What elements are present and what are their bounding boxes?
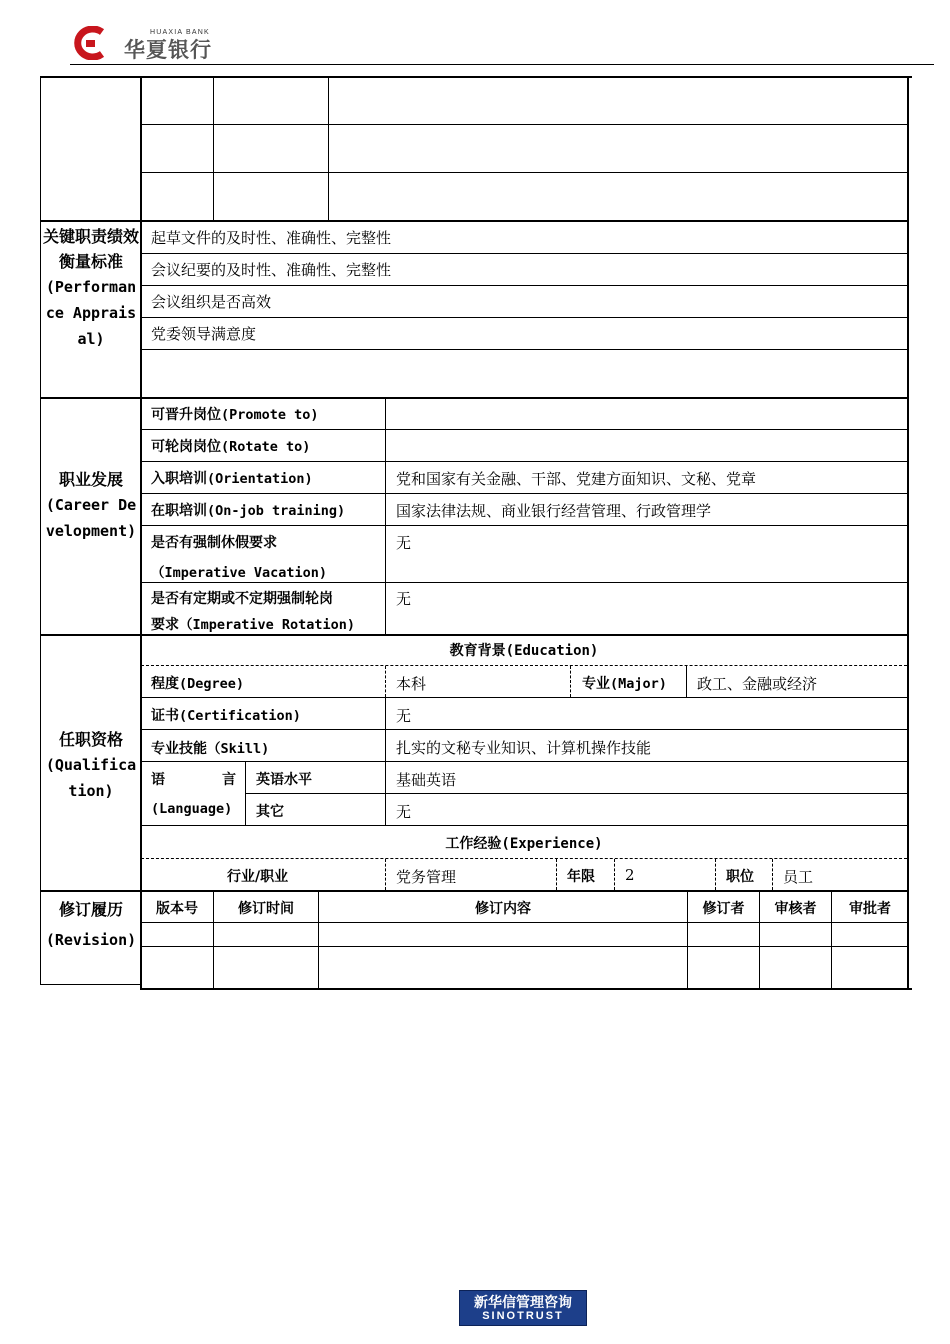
position-value: 员工 — [783, 868, 814, 886]
degree-label: 程度(Degree) — [151, 676, 245, 692]
section-line-qualification — [40, 634, 908, 636]
imperative-rotation-value: 无 — [396, 590, 412, 608]
section-line-kpi — [40, 220, 908, 222]
top-row-line-1 — [141, 124, 907, 125]
career-row-line-3 — [141, 493, 907, 494]
kpi-row-line-2 — [141, 285, 907, 286]
other-language-label: 其它 — [256, 804, 284, 820]
on-job-training-value: 国家法律法规、商业银行经营管理、行政管理学 — [396, 502, 712, 520]
degree-col-divider — [385, 666, 386, 697]
header-divider — [70, 64, 934, 65]
bank-name-en: HUAXIA BANK — [150, 29, 210, 36]
table-right-border — [907, 77, 909, 990]
top-row-line-2 — [141, 172, 907, 173]
language-label-en: (Language) — [151, 801, 233, 817]
revision-col-content: 修订内容 — [475, 901, 531, 917]
kpi-item-1: 起草文件的及时性、准确性、完整性 — [151, 229, 392, 247]
kpi-row-line-3 — [141, 317, 907, 318]
table-bottom-border — [140, 988, 912, 990]
huaxia-bank-logo-icon — [72, 26, 110, 60]
revision-col-approver: 审批者 — [849, 901, 891, 917]
skill-label: 专业技能（Skill) — [151, 741, 270, 757]
years-col-divider-1 — [556, 859, 557, 890]
rotate-to-label: 可轮岗岗位(Rotate to) — [151, 439, 311, 455]
major-col-divider-2 — [686, 666, 687, 697]
section-line-revision — [40, 890, 908, 892]
position-col-divider-2 — [772, 859, 773, 890]
table-top-border — [40, 76, 912, 78]
qual-row-line-5 — [141, 825, 907, 826]
years-label: 年限 — [567, 869, 595, 885]
revision-col-reviewer: 审核者 — [774, 901, 817, 917]
kpi-item-2: 会议纪要的及时性、准确性、完整性 — [151, 261, 392, 279]
kpi-section-title: 关键职责绩效衡量标准 (Performance Appraisal) — [42, 227, 139, 348]
experience-header: 工作经验(Experience) — [445, 836, 603, 852]
revision-section-title: 修订履历 (Revision) — [45, 900, 137, 949]
certification-label: 证书(Certification) — [151, 708, 301, 724]
qual-row-line-3 — [141, 761, 907, 762]
revision-col-date: 修订时间 — [238, 901, 294, 917]
imperative-rotation-label-2: 要求（Imperative Rotation) — [151, 617, 356, 633]
revision-row-line-1 — [141, 922, 907, 923]
other-language-value: 无 — [396, 803, 412, 821]
top-col-divider-1 — [213, 77, 214, 220]
major-value: 政工、金融或经济 — [697, 675, 818, 693]
years-value: 2 — [625, 866, 635, 884]
promote-to-label: 可晋升岗位(Promote to) — [151, 407, 319, 423]
orientation-value: 党和国家有关金融、干部、党建方面知识、文秘、党章 — [396, 470, 757, 488]
career-row-line-2 — [141, 461, 907, 462]
career-row-line-1 — [141, 429, 907, 430]
qual-row-line-2 — [141, 729, 907, 730]
orientation-label: 入职培训(Orientation) — [151, 471, 313, 487]
kpi-row-line-1 — [141, 253, 907, 254]
table-left-border — [40, 77, 41, 985]
table-bottom-left — [40, 984, 140, 985]
sinotrust-logo-cn: 新华信管理咨询 — [474, 1295, 572, 1311]
qual-row-line-4 — [246, 793, 907, 794]
revision-col-version: 版本号 — [156, 901, 198, 917]
revision-row-line-2 — [141, 946, 907, 947]
career-row-line-4 — [141, 525, 907, 526]
imperative-vacation-label-en: （Imperative Vacation) — [151, 565, 328, 581]
kpi-row-line-4 — [141, 349, 907, 350]
certification-value: 无 — [396, 707, 412, 725]
english-level-label: 英语水平 — [256, 772, 312, 788]
career-col-divider — [385, 399, 386, 635]
imperative-vacation-label: 是否有强制休假要求 — [151, 535, 277, 551]
position-col-divider-1 — [715, 859, 716, 890]
imperative-vacation-value: 无 — [396, 534, 412, 552]
top-col-divider-2 — [328, 77, 329, 220]
qual-row-line-1 — [141, 697, 907, 698]
section-line-career — [40, 397, 908, 399]
major-col-divider-1 — [570, 666, 571, 697]
industry-col-divider — [385, 859, 386, 890]
career-section-title: 职业发展 (Career Development) — [45, 470, 137, 540]
language-label-a: 语 — [151, 772, 165, 788]
education-header-line — [141, 665, 907, 666]
position-label: 职位 — [726, 869, 754, 885]
degree-value: 本科 — [396, 675, 427, 693]
career-row-line-5 — [141, 582, 907, 583]
skill-value: 扎实的文秘专业知识、计算机操作技能 — [396, 739, 652, 757]
education-header: 教育背景(Education) — [449, 643, 599, 659]
industry-value: 党务管理 — [396, 868, 457, 886]
sinotrust-logo — [459, 1290, 587, 1326]
major-label: 专业(Major) — [582, 676, 667, 692]
kpi-item-3: 会议组织是否高效 — [151, 293, 272, 311]
bank-name-cn: 华夏银行 — [124, 38, 212, 62]
revision-col-reviser: 修订者 — [702, 901, 745, 917]
kpi-item-4: 党委领导满意度 — [151, 325, 257, 343]
on-job-training-label: 在职培训(On-job training) — [151, 503, 346, 519]
english-level-value: 基础英语 — [396, 771, 457, 789]
sinotrust-logo-en: SINOTRUST — [482, 1310, 564, 1322]
language-label-b: 言 — [222, 772, 236, 788]
imperative-rotation-label: 是否有定期或不定期强制轮岗 — [151, 591, 333, 607]
qualification-section-title: 任职资格 (Qualification) — [45, 730, 137, 800]
industry-label: 行业/职业 — [227, 869, 289, 885]
years-col-divider-2 — [614, 859, 615, 890]
experience-header-line — [141, 858, 907, 859]
